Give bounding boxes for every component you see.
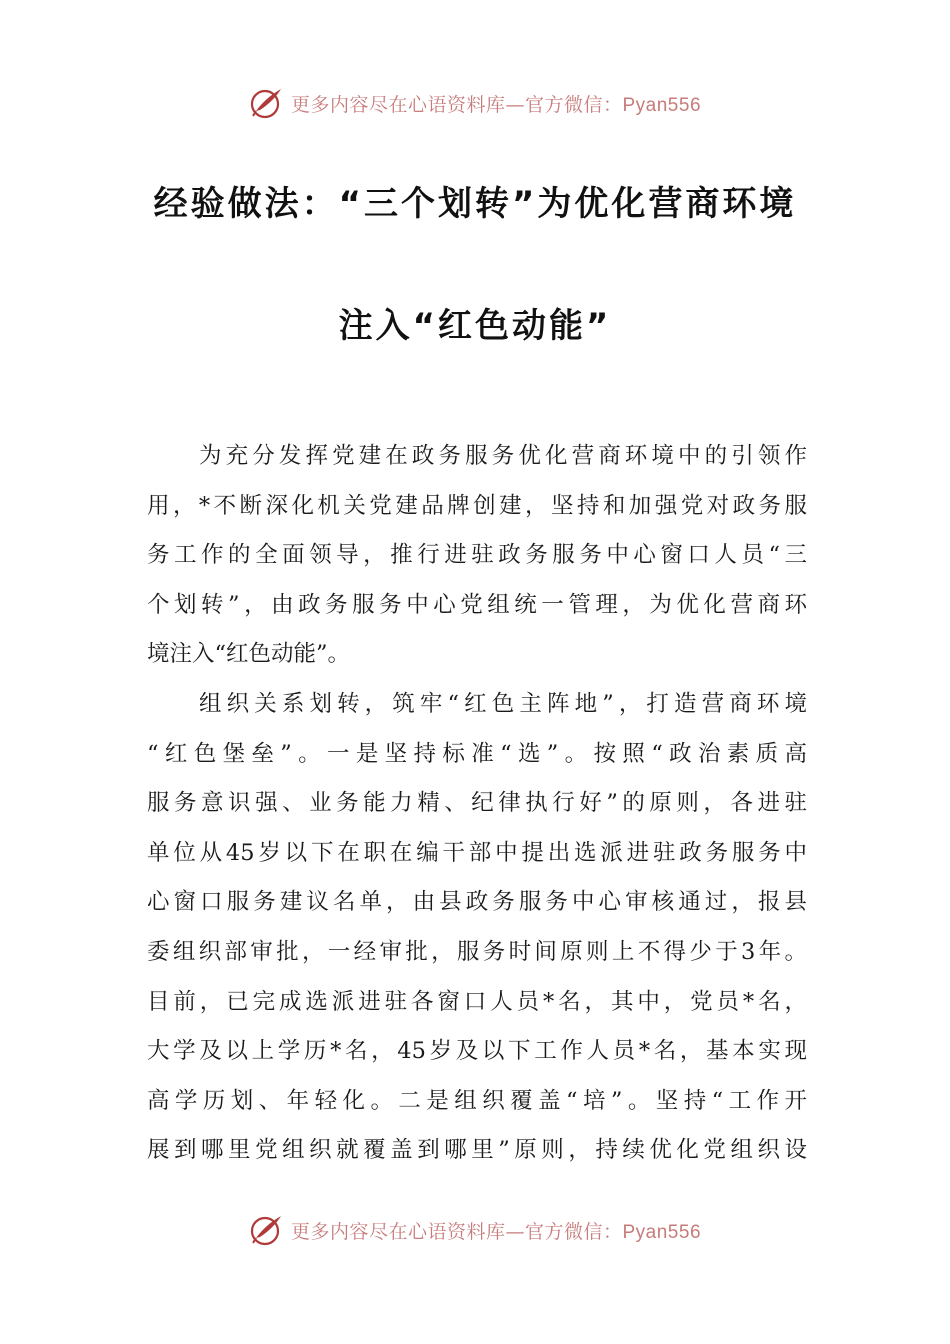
paragraph-2: [147, 680, 807, 1176]
text-line: 大学及以上学历*名，45岁及以下工作人员*名，基本实现: [147, 1038, 807, 1065]
text-line: “红色堡垒”。一是坚持标准“选”。按照“政治素质高: [147, 740, 807, 767]
text-line: 展到哪里党组织就覆盖到哪里”原则，持续优化党组织设: [147, 1137, 807, 1164]
text-line: 目前，已完成选派进驻各窗口人员*名，其中，党员*名，: [147, 988, 807, 1015]
text-line: 委组织部审批，一经审批，服务时间原则上不得少于3年。: [147, 938, 807, 965]
text-line: 务工作的全面领导，推行进驻政务服务中心窗口人员“三: [147, 542, 807, 569]
quill-pen-logo-icon: [249, 1212, 285, 1248]
footer-banner: [0, 1210, 950, 1250]
document-title-line-1: 经验做法：“三个划转”为优化营商环境: [153, 184, 797, 224]
text-line: 单位从45岁以下在职在编干部中提出选派进驻政务服务中: [147, 839, 807, 866]
text-line: 高学历划、年轻化。二是组织覆盖“培”。坚持“工作开: [147, 1087, 807, 1114]
text-line: 为充分发挥党建在政务服务优化营商环境中的引领作: [199, 443, 807, 469]
text-line: 心窗口服务建议名单，由县政务服务中心审核通过，报县: [147, 889, 807, 916]
quill-pen-logo-icon: [249, 85, 285, 121]
text-line: 用，*不断深化机关党建品牌创建，坚持和加强党对政务服: [147, 492, 807, 519]
wechat-id: Pyan556: [622, 1221, 702, 1243]
header-banner: [0, 83, 950, 123]
text-line: 组织关系划转，筑牢“红色主阵地”，打造营商环境: [199, 690, 807, 717]
text-line: 境注入“红色动能”。: [147, 641, 351, 668]
document-body: [147, 432, 807, 1176]
paragraph-1: [147, 432, 807, 680]
banner-text: 更多内容尽在心语资料库—官方微信：Pyan556: [290, 93, 702, 116]
wechat-id: Pyan556: [622, 94, 702, 116]
banner-text: 更多内容尽在心语资料库—官方微信：Pyan556: [290, 1220, 702, 1243]
document-title-line-2: 注入“红色动能”: [338, 306, 612, 346]
text-line: 服务意识强、业务能力精、纪律执行好”的原则，各进驻: [147, 790, 807, 817]
text-line: 个划转”，由政务服务中心党组统一管理，为优化营商环: [147, 591, 807, 618]
